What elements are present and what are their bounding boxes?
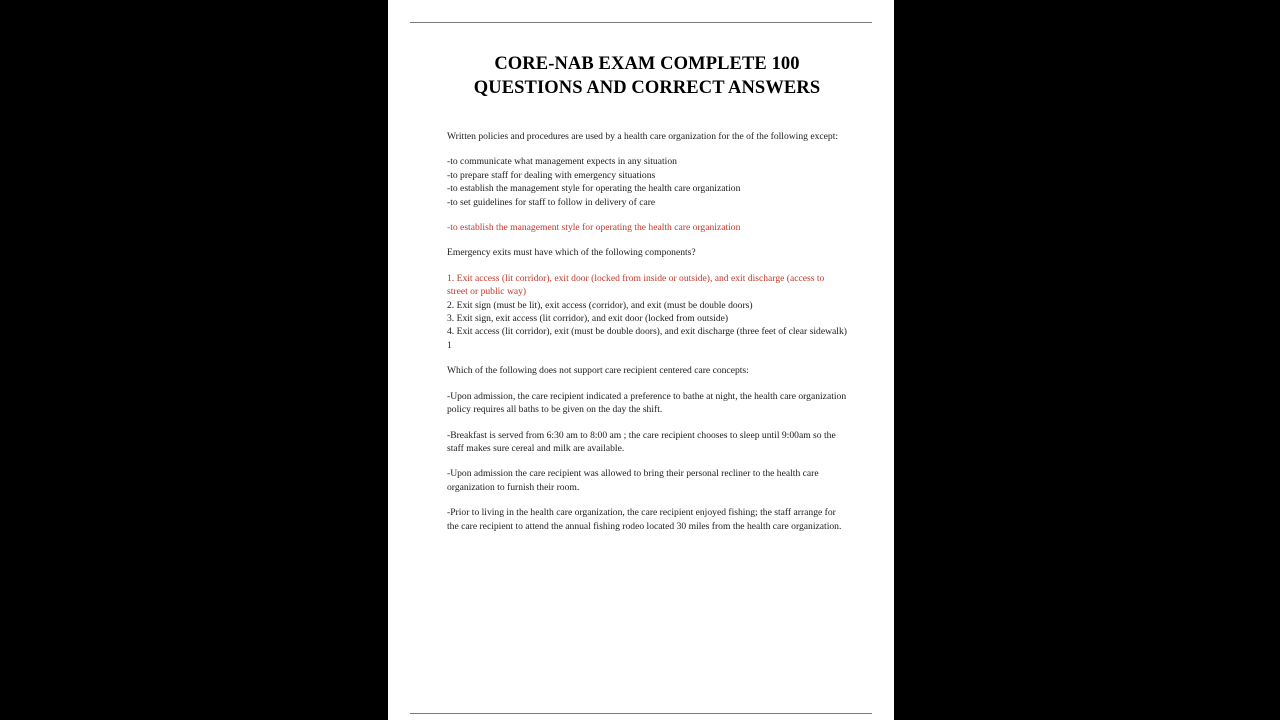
footer-rule bbox=[410, 713, 872, 714]
question-1-option-3[interactable]: -to establish the management style for operating the health care organization bbox=[447, 183, 741, 195]
document-content bbox=[447, 52, 847, 533]
header-rule bbox=[410, 22, 872, 23]
question-2-option-2[interactable]: 2. Exit sign (must be lit), exit access (corridor), and exit (must be double doors) bbox=[447, 299, 753, 311]
question-3-option-1[interactable]: -Upon admission, the care recipient indicated a preference to bathe at night, the health care organization policy requires all baths to be given on the day the shift. bbox=[447, 390, 847, 416]
page-number: 1 bbox=[447, 339, 452, 351]
page-title bbox=[447, 52, 847, 100]
question-3-option-4[interactable]: -Prior to living in the health care organization, the care recipient enjoyed fishing; the staff arrange for the care recipient to attend the annual fishing rodeo located 30 miles from the health care organization. bbox=[447, 507, 842, 532]
question-1-option-4[interactable]: -to set guidelines for staff to follow in delivery of care bbox=[447, 196, 656, 208]
question-1-answer: -to establish the management style for operating the health care organization bbox=[447, 222, 741, 234]
question-2-option-3[interactable]: 3. Exit sign, exit access (lit corridor), and exit door (locked from outside) bbox=[447, 313, 729, 325]
question-3-option-2[interactable]: -Breakfast is served from 6:30 am to 8:00 am ; the care recipient chooses to sleep until 9:00am so the staff makes sure cereal and milk are available. bbox=[447, 429, 836, 454]
document-page bbox=[388, 0, 894, 720]
question-2-prompt: Emergency exits must have which of the following components? bbox=[447, 247, 696, 259]
question-1-option-1[interactable]: -to communicate what management expects in any situation bbox=[447, 156, 677, 168]
page-title-line-1: CORE-NAB EXAM COMPLETE 100 bbox=[494, 54, 800, 74]
exam-body bbox=[447, 130, 847, 533]
question-3-prompt: Which of the following does not support care recipient centered care concepts: bbox=[447, 365, 749, 377]
question-1-option-2[interactable]: -to prepare staff for dealing with emergency situations bbox=[447, 169, 656, 181]
question-1-options bbox=[447, 155, 847, 209]
question-3-option-3[interactable]: -Upon admission the care recipient was allowed to bring their personal recliner to the health care organization to furnish their room. bbox=[447, 468, 819, 493]
question-2-options bbox=[447, 272, 847, 352]
page-title-line-2: QUESTIONS AND CORRECT ANSWERS bbox=[473, 78, 821, 98]
question-2-option-4[interactable]: 4. Exit access (lit corridor), exit (must be double doors), and exit discharge (three feet of clear sidewalk) bbox=[447, 326, 847, 338]
question-2-option-1[interactable]: 1. Exit access (lit corridor), exit door (locked from inside or outside), and exit discharge (access to street or public way) bbox=[447, 272, 825, 298]
question-1-prompt: Written policies and procedures are used by a health care organization for the of the following except: bbox=[447, 131, 839, 142]
